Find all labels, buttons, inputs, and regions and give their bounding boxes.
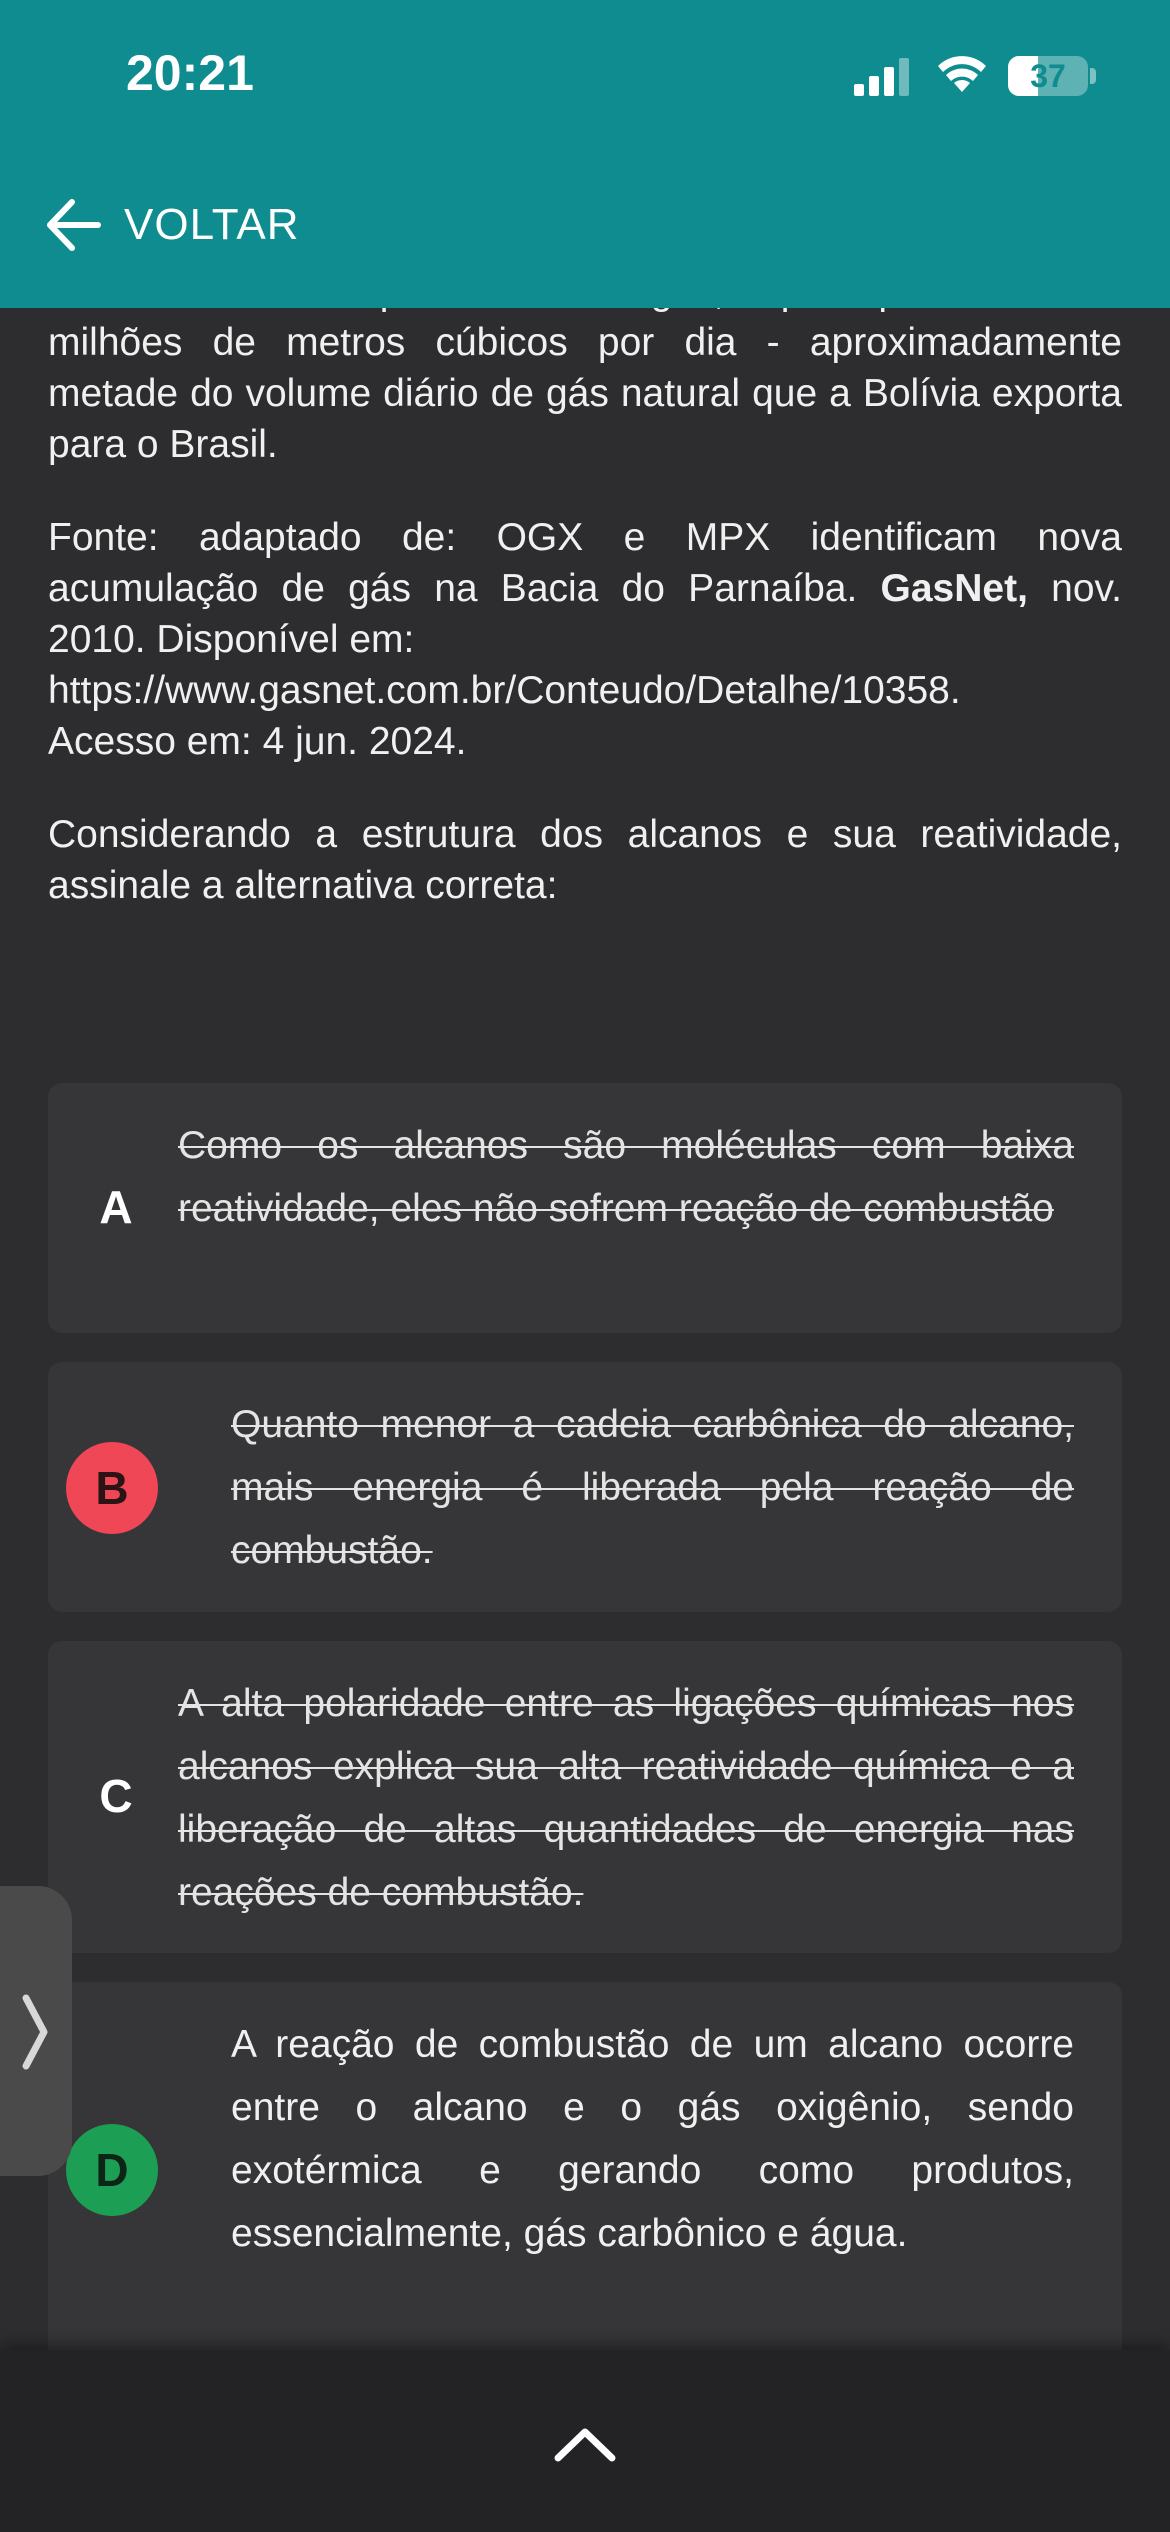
option-badge: B (66, 1442, 158, 1534)
source-prefix: Fonte: adaptado de: OGX e MPX identificam nova acumulação de gás na Bacia do Parnaíba. (48, 516, 1122, 610)
option-badge: D (66, 2124, 158, 2216)
option-letter: C (99, 1770, 133, 1822)
source-publication: GasNet, (880, 567, 1028, 610)
option-a[interactable] (48, 1083, 1122, 1333)
option-d[interactable] (48, 1982, 1122, 2362)
bottom-bar (0, 2350, 1170, 2532)
source-url[interactable]: https://www.gasnet.com.br/Conteudo/Detalhe/10358. (48, 669, 961, 712)
source-citation (48, 512, 1122, 767)
question-prompt: Considerando a estrutura dos alcanos e sua reatividade, assinale a alternativa correta: (48, 813, 1122, 907)
option-b[interactable] (48, 1362, 1122, 1612)
wifi-icon (936, 54, 988, 94)
side-panel-toggle[interactable] (0, 1886, 72, 2176)
option-text: Quanto menor a cadeia carbônica do alcano, mais energia é liberada pela reação de combustão. (231, 1403, 1074, 1572)
battery-percent: 37 (1030, 58, 1066, 94)
arrow-left-icon (44, 196, 102, 254)
status-time: 20:21 (126, 45, 254, 101)
option-text: Como os alcanos são moléculas com baixa reatividade, eles não sofrem reação de combustão (178, 1124, 1074, 1230)
question-content (48, 282, 1122, 953)
app-header (0, 0, 1170, 308)
chevron-up-icon[interactable] (552, 2424, 618, 2464)
cellular-signal-icon (854, 58, 910, 96)
source-access-date: Acesso em: 4 jun. 2024. (48, 720, 467, 763)
text-paragraph: milhões de metros cúbicos por dia - aproximadamente metade do volume diário de gás natural que a Bolívia exporta para o Brasil. (48, 321, 1122, 466)
back-button[interactable] (44, 190, 300, 260)
option-c[interactable] (48, 1641, 1122, 1953)
battery-icon (1008, 56, 1088, 96)
back-label: VOLTAR (124, 200, 300, 249)
option-text: A reação de combustão de um alcano ocorre entre o alcano e o gás oxigênio, sendo exotérmica e gerando como produtos, essencialmente, gás carbônico e água. (231, 2023, 1074, 2255)
battery-tip (1090, 68, 1096, 84)
option-letter: A (99, 1181, 133, 1233)
chevron-right-icon (16, 1992, 56, 2072)
option-text: A alta polaridade entre as ligações químicas nos alcanos explica sua alta reatividade química e a liberação de altas quantidades de energia nas reações de combustão. (178, 1682, 1074, 1914)
source-suffix: nov. 2010. Disponível em: (48, 567, 1122, 661)
